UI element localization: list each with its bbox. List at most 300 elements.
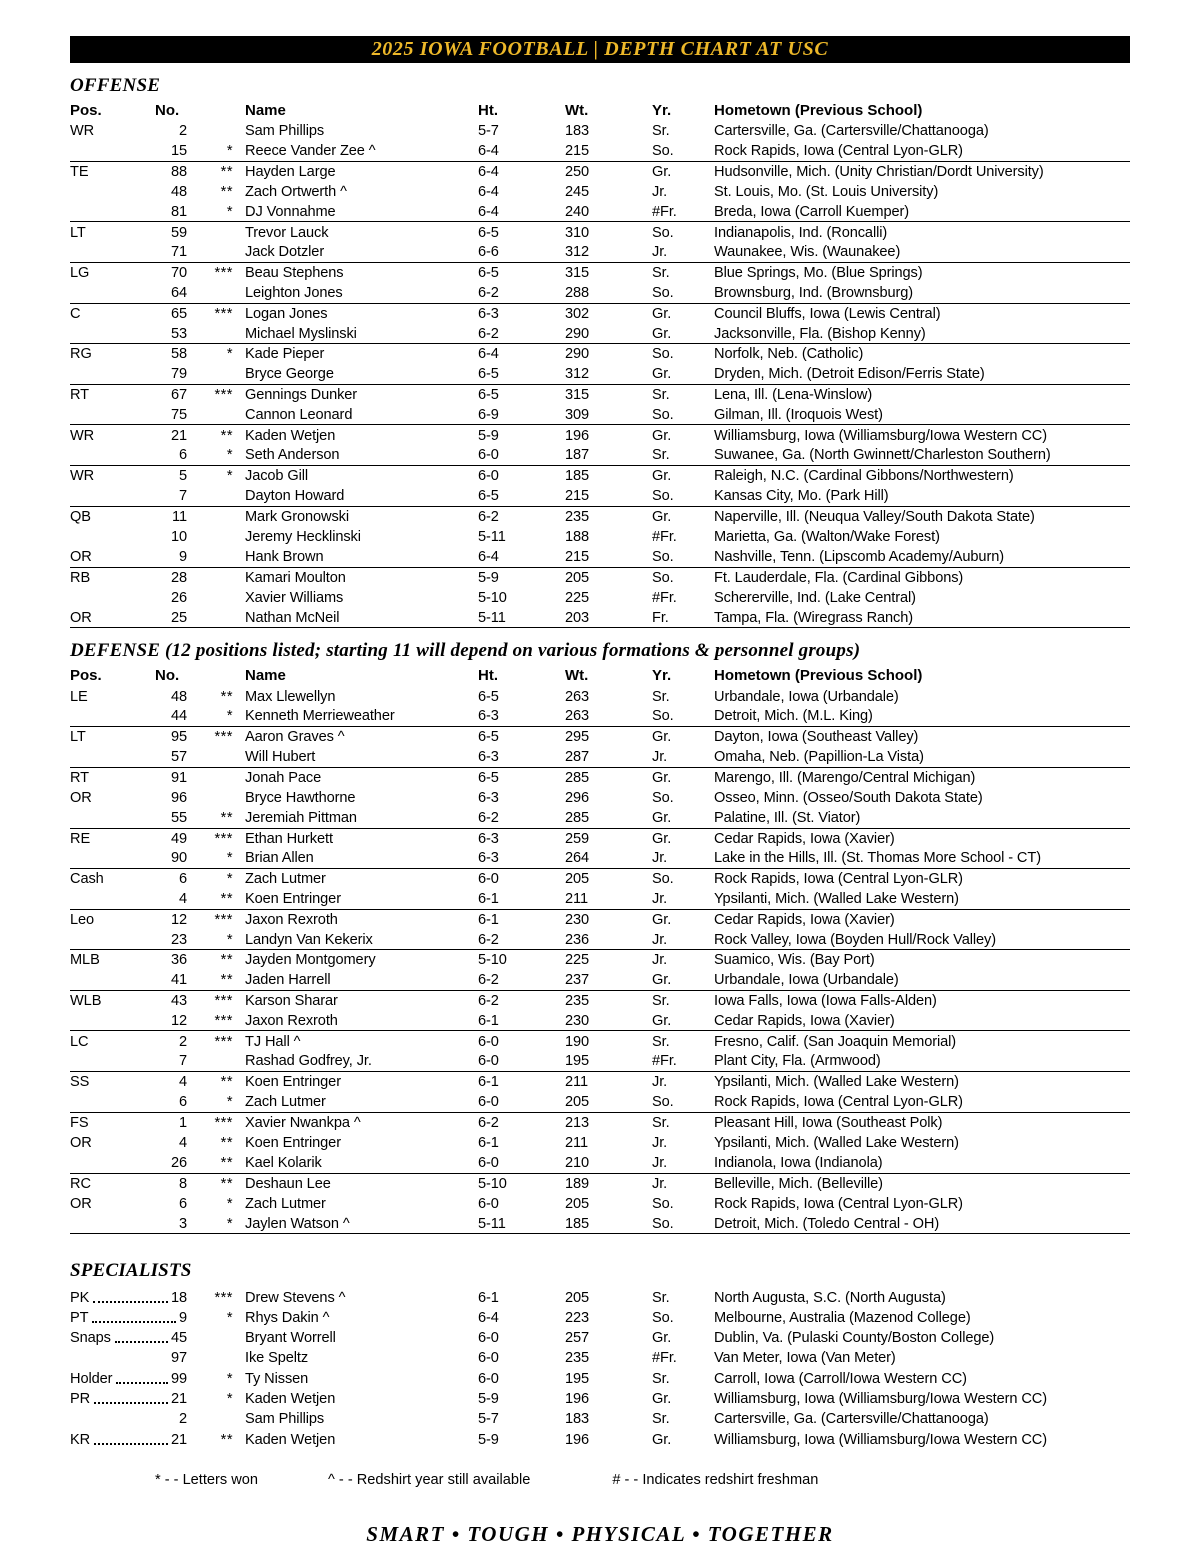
hometown-cell: Brownsburg, Ind. (Brownsburg)	[714, 285, 914, 302]
no-cell: 64	[170, 285, 187, 302]
name-cell: Reece Vander Zee ^	[245, 142, 376, 159]
player-row	[70, 1328, 1130, 1348]
name-cell: Logan Jones	[245, 305, 328, 322]
player-row	[70, 869, 1130, 889]
name-cell: Kade Pieper	[245, 346, 325, 363]
yr-cell: Fr.	[652, 609, 669, 626]
pos-cell: SS	[70, 1074, 90, 1091]
col-header-no: No.	[155, 667, 180, 685]
no-cell: 43	[170, 993, 187, 1010]
player-row	[70, 1072, 1130, 1092]
no-cell: 6	[178, 1195, 187, 1212]
wt-cell: 235	[565, 993, 590, 1010]
ht-cell: 6-5	[478, 487, 499, 504]
no-cell: 36	[170, 952, 187, 969]
player-row	[70, 808, 1130, 828]
player-row	[70, 141, 1130, 161]
wt-cell: 296	[565, 790, 590, 807]
wt-cell: 190	[565, 1033, 590, 1050]
name-cell: Jaxon Rexroth	[245, 1012, 338, 1029]
name-cell: DJ Vonnahme	[245, 203, 336, 220]
player-row	[70, 202, 1130, 222]
pos-cell: Leo	[70, 911, 95, 928]
player-row	[70, 466, 1130, 486]
player-row	[70, 446, 1130, 466]
name-cell: Michael Myslinski	[245, 325, 357, 342]
hometown-cell: Cartersville, Ga. (Cartersville/Chattanooga)	[714, 1411, 989, 1428]
wt-cell: 225	[565, 589, 590, 606]
legend-letters-won: * - - Letters won	[155, 1471, 259, 1488]
wt-cell: 245	[565, 184, 590, 201]
hometown-cell: Cedar Rapids, Iowa (Xavier)	[714, 830, 895, 847]
yr-cell: Gr.	[652, 1012, 672, 1029]
name-cell: Hayden Large	[245, 163, 336, 180]
player-row	[70, 1194, 1130, 1214]
ht-cell: 6-0	[478, 468, 499, 485]
ht-cell: 6-1	[478, 1135, 499, 1152]
stars-cell: ***	[214, 305, 233, 322]
no-cell: 55	[170, 809, 187, 826]
dot-leader	[94, 1402, 168, 1404]
yr-cell: So.	[652, 548, 674, 565]
yr-cell: #Fr.	[652, 1053, 677, 1070]
player-row	[70, 971, 1130, 991]
no-cell: 4	[178, 1074, 187, 1091]
hometown-cell: Nashville, Tenn. (Lipscomb Academy/Auburn)	[714, 548, 1004, 565]
yr-cell: Gr.	[652, 769, 672, 786]
hometown-cell: Detroit, Mich. (M.L. King)	[714, 708, 873, 725]
player-row	[70, 547, 1130, 567]
col-header-yr: Yr.	[652, 102, 672, 119]
name-cell: Sam Phillips	[245, 123, 325, 140]
name-cell: Kaden Wetjen	[245, 1391, 336, 1408]
section-offense	[70, 75, 1130, 628]
col-header-ht: Ht.	[478, 667, 498, 685]
yr-cell: Jr.	[652, 931, 668, 948]
pos-cell: RG	[70, 346, 92, 363]
player-row	[70, 829, 1130, 849]
wt-cell: 235	[565, 508, 590, 525]
player-row	[70, 588, 1130, 608]
legend-redshirt-freshman: # - - Indicates redshirt freshman	[612, 1471, 819, 1488]
hometown-cell: Norfolk, Neb. (Catholic)	[714, 346, 864, 363]
pos-label: PK	[70, 1289, 90, 1306]
yr-cell: Jr.	[652, 184, 668, 201]
wt-cell: 183	[565, 1411, 590, 1428]
yr-cell: #Fr.	[652, 203, 677, 220]
section-title-specialists: SPECIALISTS	[70, 1260, 192, 1282]
name-cell: Zach Lutmer	[245, 871, 326, 888]
stars-cell: **	[220, 1154, 233, 1171]
name-cell: Jaden Harrell	[245, 972, 331, 989]
yr-cell: So.	[652, 1215, 674, 1232]
name-cell: Xavier Nwankpa ^	[245, 1114, 361, 1131]
hometown-cell: Urbandale, Iowa (Urbandale)	[714, 972, 899, 989]
name-cell: Kael Kolarik	[245, 1154, 322, 1171]
player-row	[70, 385, 1130, 405]
name-cell: Rashad Godfrey, Jr.	[245, 1053, 372, 1070]
yr-cell: Jr.	[652, 891, 668, 908]
wt-cell: 188	[565, 529, 590, 546]
name-cell: Nathan McNeil	[245, 609, 340, 626]
player-row	[70, 222, 1130, 242]
pos-no-cell	[70, 1310, 187, 1326]
ht-cell: 6-5	[478, 387, 499, 403]
no-cell: 41	[170, 972, 187, 989]
ht-cell: 5-10	[478, 952, 507, 969]
ht-cell: 5-7	[478, 1411, 499, 1428]
stars-cell: *	[226, 1195, 233, 1212]
player-row	[70, 686, 1130, 706]
pos-no-cell	[70, 1391, 187, 1407]
wt-cell: 195	[565, 1370, 590, 1387]
yr-cell: Gr.	[652, 325, 672, 342]
section-defense	[70, 640, 1130, 1234]
name-cell: Hank Brown	[245, 548, 324, 565]
yr-cell: Gr.	[652, 468, 672, 485]
pos-cell: FS	[70, 1114, 89, 1131]
ht-cell: 6-2	[478, 285, 499, 302]
ht-cell: 6-0	[478, 1033, 499, 1050]
ht-cell: 5-10	[478, 589, 507, 606]
stars-cell: ***	[214, 387, 233, 403]
stars-cell: **	[220, 891, 233, 908]
player-row	[70, 747, 1130, 767]
name-cell: Zach Lutmer	[245, 1195, 326, 1212]
yr-cell: Sr.	[652, 993, 670, 1010]
ht-cell: 6-3	[478, 850, 499, 867]
wt-cell: 210	[565, 1154, 590, 1171]
yr-cell: So.	[652, 406, 674, 423]
player-row	[70, 243, 1130, 263]
yr-cell: Sr.	[652, 1033, 670, 1050]
yr-cell: Sr.	[652, 123, 670, 140]
name-cell: Jack Dotzler	[245, 244, 325, 261]
no-cell: 75	[170, 406, 187, 423]
player-row	[70, 1430, 1130, 1450]
wt-cell: 250	[565, 163, 590, 180]
ht-cell: 6-0	[478, 1350, 499, 1367]
wt-cell: 287	[565, 748, 590, 765]
hometown-cell: Tampa, Fla. (Wiregrass Ranch)	[714, 609, 914, 626]
no-cell: 7	[178, 1053, 187, 1070]
name-cell: Jayden Montgomery	[245, 952, 376, 969]
wt-cell: 185	[565, 1215, 590, 1232]
name-cell: TJ Hall ^	[245, 1033, 301, 1050]
stars-cell: **	[220, 184, 233, 201]
player-row	[70, 1348, 1130, 1368]
pos-cell: RE	[70, 830, 91, 847]
pos-cell: OR	[70, 548, 92, 565]
player-row	[70, 1133, 1130, 1153]
ht-cell: 6-0	[478, 871, 499, 888]
hometown-cell: Van Meter, Iowa (Van Meter)	[714, 1350, 896, 1367]
no-cell: 91	[170, 769, 187, 786]
wt-cell: 211	[565, 1135, 588, 1152]
hometown-cell: Ypsilanti, Mich. (Walled Lake Western)	[714, 1135, 959, 1152]
player-row	[70, 889, 1130, 909]
stars-cell: *	[226, 871, 233, 888]
name-cell: Karson Sharar	[245, 993, 338, 1010]
yr-cell: So.	[652, 142, 674, 159]
pos-cell: RC	[70, 1175, 91, 1192]
name-cell: Ty Nissen	[245, 1370, 309, 1387]
col-header-name: Name	[245, 667, 286, 685]
yr-cell: Gr.	[652, 1431, 672, 1448]
stars-cell: *	[226, 203, 233, 220]
player-row	[70, 121, 1130, 141]
wt-cell: 236	[565, 931, 590, 948]
jersey-number: 2	[178, 1411, 187, 1428]
ht-cell: 6-5	[478, 366, 499, 383]
name-cell: Deshaun Lee	[245, 1175, 331, 1192]
no-cell: 26	[170, 1154, 187, 1171]
player-row	[70, 425, 1130, 445]
wt-cell: 290	[565, 346, 590, 363]
ht-cell: 6-0	[478, 1154, 499, 1171]
yr-cell: Gr.	[652, 1330, 672, 1347]
stars-cell: ***	[214, 265, 233, 282]
legend-redshirt-available: ^ - - Redshirt year still available	[328, 1471, 531, 1488]
ht-cell: 6-3	[478, 830, 499, 847]
wt-cell: 187	[565, 447, 590, 464]
wt-cell: 237	[565, 972, 590, 989]
no-cell: 1	[178, 1114, 187, 1131]
col-header-hometown: Hometown (Previous School)	[714, 102, 923, 119]
name-cell: Zach Lutmer	[245, 1094, 326, 1110]
pos-label: Holder	[70, 1370, 113, 1387]
pos-label: PT	[70, 1309, 89, 1326]
hometown-cell: Lake in the Hills, Ill. (St. Thomas More School - CT)	[714, 850, 1041, 867]
hometown-cell: Belleville, Mich. (Belleville)	[714, 1175, 883, 1192]
wt-cell: 205	[565, 1195, 590, 1212]
ht-cell: 6-3	[478, 305, 499, 322]
wt-cell: 259	[565, 830, 590, 847]
player-row	[70, 1052, 1130, 1072]
no-cell: 28	[170, 569, 187, 586]
name-cell: Zach Ortwerth ^	[245, 184, 347, 201]
pos-cell: OR	[70, 609, 92, 626]
stars-cell: *	[226, 1391, 233, 1408]
col-header-name: Name	[245, 102, 286, 119]
ht-cell: 6-1	[478, 1074, 499, 1091]
wt-cell: 315	[565, 387, 590, 403]
ht-cell: 6-0	[478, 1094, 499, 1110]
name-cell: Koen Entringer	[245, 891, 341, 908]
ht-cell: 5-9	[478, 1431, 499, 1448]
pos-cell: WR	[70, 123, 95, 140]
hometown-cell: Ypsilanti, Mich. (Walled Lake Western)	[714, 1074, 959, 1091]
hometown-cell: Schererville, Ind. (Lake Central)	[714, 589, 916, 606]
wt-cell: 223	[565, 1309, 590, 1326]
player-row	[70, 930, 1130, 950]
name-cell: Gennings Dunker	[245, 387, 358, 403]
ht-cell: 5-9	[478, 427, 499, 444]
player-row	[70, 788, 1130, 808]
player-row	[70, 1214, 1130, 1234]
name-cell: Drew Stevens ^	[245, 1289, 346, 1306]
yr-cell: So.	[652, 487, 674, 504]
ht-cell: 5-7	[478, 123, 499, 140]
jersey-number: 45	[170, 1330, 187, 1347]
yr-cell: Jr.	[652, 1154, 668, 1171]
name-cell: Jeremiah Pittman	[245, 809, 357, 826]
page-title-banner	[70, 36, 1130, 63]
player-row	[70, 182, 1130, 202]
hometown-cell: Fresno, Calif. (San Joaquin Memorial)	[714, 1033, 957, 1050]
stars-cell: **	[220, 163, 233, 180]
name-cell: Jeremy Hecklinski	[245, 529, 361, 546]
ht-cell: 5-9	[478, 569, 499, 586]
col-header-yr: Yr.	[652, 667, 672, 685]
wt-cell: 290	[565, 325, 590, 342]
no-cell: 49	[170, 830, 187, 847]
hometown-cell: Urbandale, Iowa (Urbandale)	[714, 688, 899, 705]
hometown-cell: Iowa Falls, Iowa (Iowa Falls-Alden)	[714, 993, 937, 1010]
player-row	[70, 1409, 1130, 1429]
ht-cell: 6-0	[478, 447, 499, 464]
ht-cell: 6-1	[478, 1289, 499, 1306]
dot-leader	[115, 1341, 168, 1343]
no-cell: 79	[170, 366, 187, 383]
player-row	[70, 1389, 1130, 1409]
stars-cell: *	[226, 1215, 233, 1232]
ht-cell: 6-2	[478, 325, 499, 342]
player-row	[70, 162, 1130, 182]
hometown-cell: Waunakee, Wis. (Waunakee)	[714, 244, 901, 261]
yr-cell: Gr.	[652, 911, 672, 928]
no-cell: 95	[170, 729, 187, 746]
ht-cell: 6-6	[478, 244, 499, 261]
name-cell: Dayton Howard	[245, 487, 345, 504]
pos-no-cell	[70, 1411, 187, 1427]
no-cell: 2	[178, 1033, 187, 1050]
wt-cell: 285	[565, 809, 590, 826]
no-cell: 9	[178, 548, 187, 565]
ht-cell: 6-4	[478, 184, 499, 201]
wt-cell: 263	[565, 708, 590, 725]
dot-leader	[116, 1382, 168, 1384]
yr-cell: So.	[652, 569, 674, 586]
wt-cell: 211	[565, 1074, 588, 1091]
ht-cell: 6-3	[478, 790, 499, 807]
player-row	[70, 1092, 1130, 1112]
pos-label: Snaps	[70, 1330, 111, 1347]
ht-cell: 5-11	[478, 1215, 506, 1232]
ht-cell: 6-9	[478, 406, 499, 423]
yr-cell: Gr.	[652, 830, 672, 847]
no-cell: 71	[170, 244, 187, 261]
yr-cell: Jr.	[652, 1135, 668, 1152]
pos-no-cell	[70, 1290, 187, 1306]
hometown-cell: Rock Valley, Iowa (Boyden Hull/Rock Valley)	[714, 931, 997, 948]
stars-cell: **	[220, 1175, 233, 1192]
stars-cell: *	[226, 346, 233, 363]
ht-cell: 6-2	[478, 931, 499, 948]
yr-cell: Sr.	[652, 1114, 670, 1131]
no-cell: 7	[178, 487, 187, 504]
col-header-pos: Pos.	[70, 102, 102, 119]
ht-cell: 6-3	[478, 708, 499, 725]
no-cell: 11	[172, 508, 187, 525]
ht-cell: 6-4	[478, 346, 499, 363]
wt-cell: 310	[565, 224, 590, 241]
stars-cell: ***	[214, 729, 233, 746]
hometown-cell: Palatine, Ill. (St. Viator)	[714, 809, 861, 826]
yr-cell: Jr.	[652, 748, 668, 765]
wt-cell: 211	[565, 891, 588, 908]
ht-cell: 6-2	[478, 993, 499, 1010]
col-header-hometown: Hometown (Previous School)	[714, 667, 923, 685]
pos-cell: Cash	[70, 871, 104, 888]
pos-cell: RB	[70, 569, 91, 586]
yr-cell: Gr.	[652, 508, 672, 525]
name-cell: Seth Anderson	[245, 447, 340, 464]
ht-cell: 6-5	[478, 769, 499, 786]
yr-cell: Jr.	[652, 1175, 668, 1192]
col-header-ht: Ht.	[478, 102, 498, 119]
wt-cell: 203	[565, 609, 590, 626]
no-cell: 70	[170, 265, 187, 282]
yr-cell: So.	[652, 285, 674, 302]
name-cell: Ethan Hurkett	[245, 830, 333, 847]
stars-cell: ***	[214, 1114, 233, 1131]
name-cell: Rhys Dakin ^	[245, 1309, 330, 1326]
no-cell: 12	[170, 911, 187, 928]
yr-cell: So.	[652, 1309, 674, 1326]
section-specialists	[70, 1260, 1130, 1449]
hometown-cell: Jacksonville, Fla. (Bishop Kenny)	[714, 325, 926, 342]
hometown-cell: Marengo, Ill. (Marengo/Central Michigan)	[714, 769, 976, 786]
stars-cell: *	[226, 142, 233, 159]
wt-cell: 205	[565, 569, 590, 586]
hometown-cell: Carroll, Iowa (Carroll/Iowa Western CC)	[714, 1370, 967, 1387]
ht-cell: 5-9	[478, 1391, 499, 1408]
jersey-number: 97	[170, 1350, 187, 1367]
pos-cell: OR	[70, 1195, 92, 1212]
yr-cell: Sr.	[652, 387, 670, 403]
no-cell: 48	[170, 184, 187, 201]
hometown-cell: Naperville, Ill. (Neuqua Valley/South Dakota State)	[714, 508, 1035, 525]
hometown-cell: Marietta, Ga. (Walton/Wake Forest)	[714, 529, 940, 546]
ht-cell: 6-5	[478, 688, 499, 705]
pos-cell: OR	[70, 790, 92, 807]
hometown-cell: Dublin, Va. (Pulaski County/Boston College)	[714, 1330, 995, 1347]
player-row	[70, 1153, 1130, 1173]
name-cell: Max Llewellyn	[245, 688, 336, 705]
no-cell: 4	[178, 1135, 187, 1152]
section-title-defense: DEFENSE (12 positions listed; starting 11 will depend on various formations & personnel groups)	[70, 640, 861, 662]
pos-no-cell	[70, 1371, 187, 1387]
yr-cell: So.	[652, 871, 674, 888]
pos-no-cell	[70, 1330, 187, 1346]
wt-cell: 263	[565, 688, 590, 705]
yr-cell: #Fr.	[652, 529, 677, 546]
stars-cell: *	[226, 850, 233, 867]
jersey-number: 99	[170, 1370, 187, 1387]
wt-cell: 230	[565, 911, 590, 928]
section-title-offense: OFFENSE	[70, 75, 161, 96]
hometown-cell: Hudsonville, Mich. (Unity Christian/Dordt University)	[714, 163, 1044, 180]
wt-cell: 215	[565, 548, 590, 565]
col-header-wt: Wt.	[565, 102, 589, 119]
no-cell: 4	[178, 891, 187, 908]
no-cell: 48	[170, 688, 187, 705]
ht-cell: 6-4	[478, 163, 499, 180]
hometown-cell: Rock Rapids, Iowa (Central Lyon-GLR)	[714, 1094, 963, 1110]
hometown-cell: Cedar Rapids, Iowa (Xavier)	[714, 911, 895, 928]
player-row	[70, 768, 1130, 788]
